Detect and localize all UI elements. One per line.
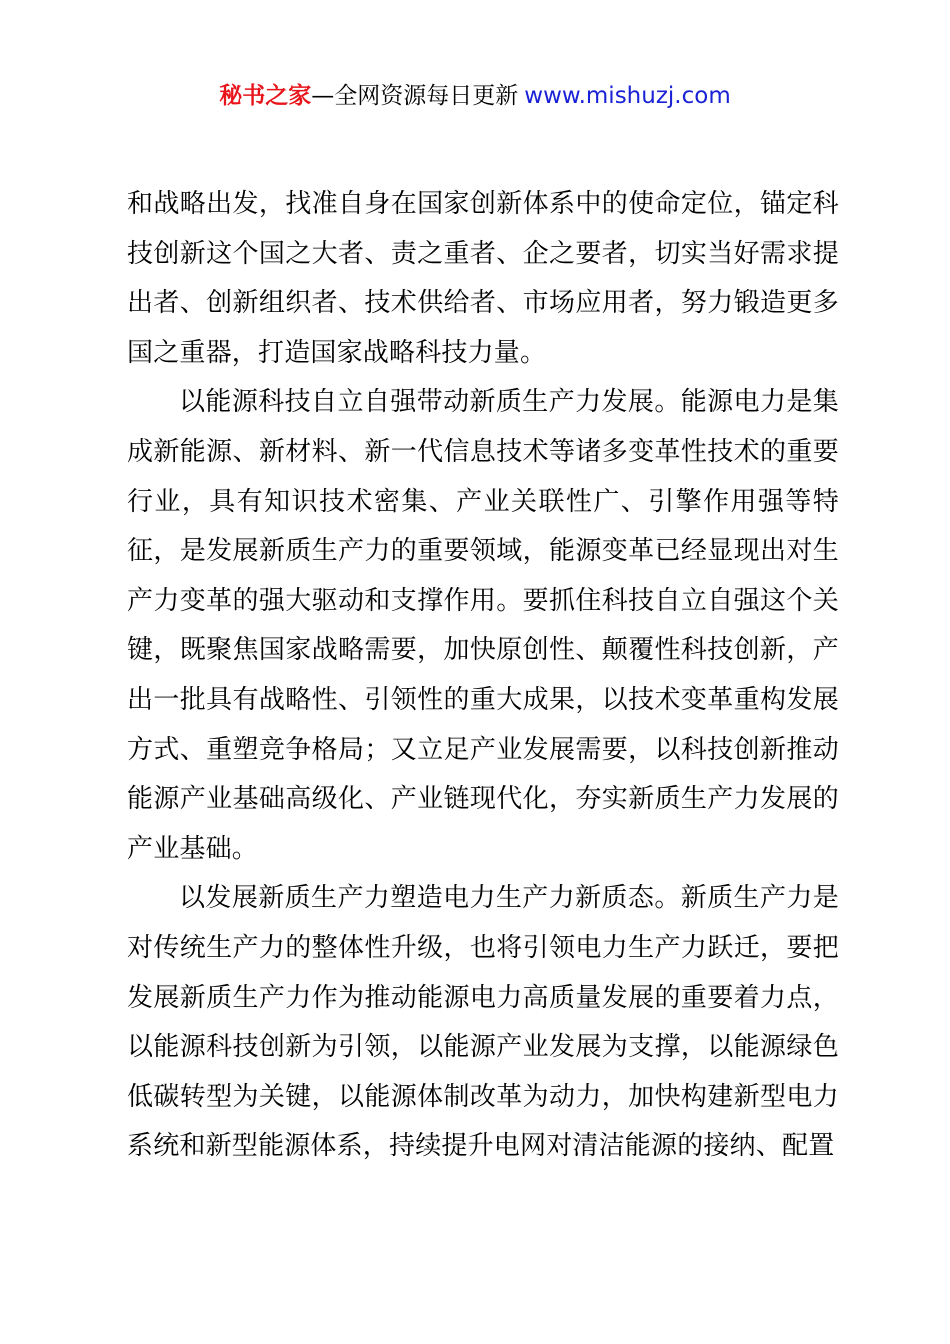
brand-name: 秘书之家 <box>219 83 312 109</box>
site-url-link[interactable]: www.mishuzj.com <box>524 83 731 109</box>
header-tagline: —全网资源每日更新 <box>311 83 519 109</box>
paragraph-new-productivity: 以发展新质生产力塑造电力生产力新质态。新质生产力是对传统生产力的整体性升级，也将引领电力生产力跃迁，要把发展新质生产力作为推动能源电力高质量发展的重要着力点，以能源科技创新为引领，以能源产业发展为支撑，以能源绿色低碳转型为关键，以能源体制改革为动力，加快构建新型电力系统和新型能源体系，持续提升电网对清洁能源的接纳、配置 <box>127 883 839 1162</box>
paragraph-continued: 和战略出发，找准自身在国家创新体系中的使命定位，锚定科技创新这个国之大者、责之重者、企之要者，切实当好需求提出者、创新组织者、技术供给者、市场应用者，努力锻造更多国之重器，打造国家战略科技力量。 <box>127 189 839 368</box>
document-body <box>127 180 839 1172</box>
site-header <box>0 78 950 114</box>
paragraph-energy-tech: 以能源科技自立自强带动新质生产力发展。能源电力是集成新能源、新材料、新一代信息技术等诸多变革性技术的重要行业，具有知识技术密集、产业关联性广、引擎作用强等特征，是发展新质生产力的重要领域，能源变革已经显现出对生产力变革的强大驱动和支撑作用。要抓住科技自立自强这个关键，既聚焦国家战略需要，加快原创性、颠覆性科技创新，产出一批具有战略性、引领性的重大成果，以技术变革重构发展方式、重塑竞争格局；又立足产业发展需要，以科技创新推动能源产业基础高级化、产业链现代化，夯实新质生产力发展的产业基础。 <box>127 387 839 864</box>
